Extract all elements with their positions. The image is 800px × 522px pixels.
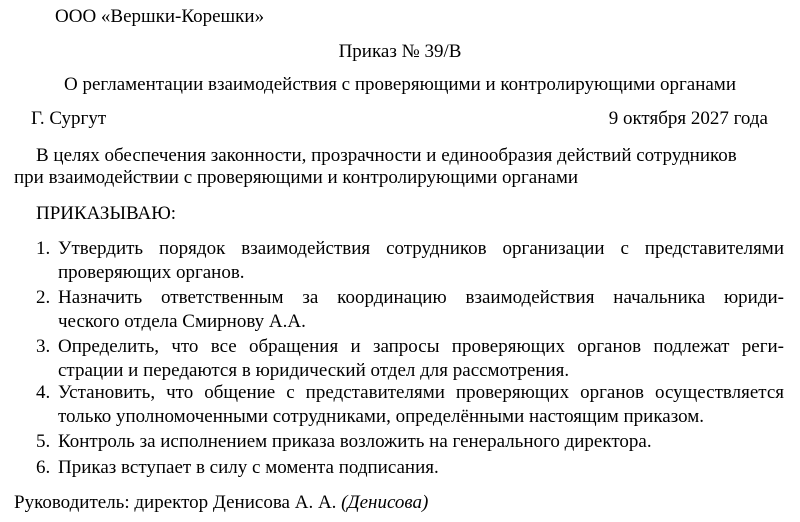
- order-item: [36, 430, 784, 454]
- item-text-line: Утвердить порядок взаимодействия сотрудников организации с представителями: [58, 238, 784, 259]
- item-text-line: только уполномоченными сотрудниками, определёнными настоящим приказом.: [58, 406, 705, 427]
- signature-label: Руководитель: директор Денисова А. А.: [14, 492, 337, 513]
- item-number: 1.: [36, 238, 51, 259]
- order-item: [36, 456, 784, 480]
- signature-handwritten: (Денисова): [341, 492, 429, 513]
- preamble-line-2: при взаимодействии с проверяющими и контролирующими органами: [14, 167, 579, 188]
- item-text-line: страции и передаются в юридический отдел для рассмотрения.: [58, 360, 570, 381]
- item-text-line: Определить, что все обращения и запросы проверяющих органов подлежат реги-: [58, 336, 784, 357]
- item-number: 3.: [36, 336, 51, 357]
- order-title: Приказ № 39/В: [338, 41, 462, 62]
- preamble-line-1: В целях обеспечения законности, прозрачности и единообразия действий сотрудников: [36, 145, 737, 166]
- signature-line: [14, 492, 428, 514]
- item-text-line: Приказ вступает в силу с момента подписания.: [58, 457, 439, 478]
- order-date: 9 октября 2027 года: [608, 108, 768, 129]
- item-text-line: проверяющих органов.: [58, 262, 245, 283]
- order-item: [36, 237, 784, 285]
- item-text-line: ческого отдела Смирнову А.А.: [58, 311, 306, 332]
- order-item: [36, 335, 784, 383]
- item-text-line: Назначить ответственным за координацию взаимодействия начальника юриди-: [58, 287, 784, 308]
- item-text-line: Установить, что общение с представителями проверяющих органов осуществляется: [58, 382, 784, 403]
- item-number: 2.: [36, 287, 51, 308]
- order-subject: О регламентации взаимодействия с проверяющими и контролирующими органами: [64, 74, 736, 95]
- order-item: [36, 381, 784, 429]
- order-directive: ПРИКАЗЫВАЮ:: [36, 203, 177, 224]
- item-number: 4.: [36, 382, 51, 403]
- order-city: Г. Сургут: [31, 108, 107, 129]
- item-number: 5.: [36, 431, 51, 452]
- organization-name: ООО «Вершки-Корешки»: [55, 6, 265, 27]
- order-item: [36, 286, 784, 334]
- item-text-line: Контроль за исполнением приказа возложить на генерального директора.: [58, 431, 652, 452]
- item-number: 6.: [36, 457, 51, 478]
